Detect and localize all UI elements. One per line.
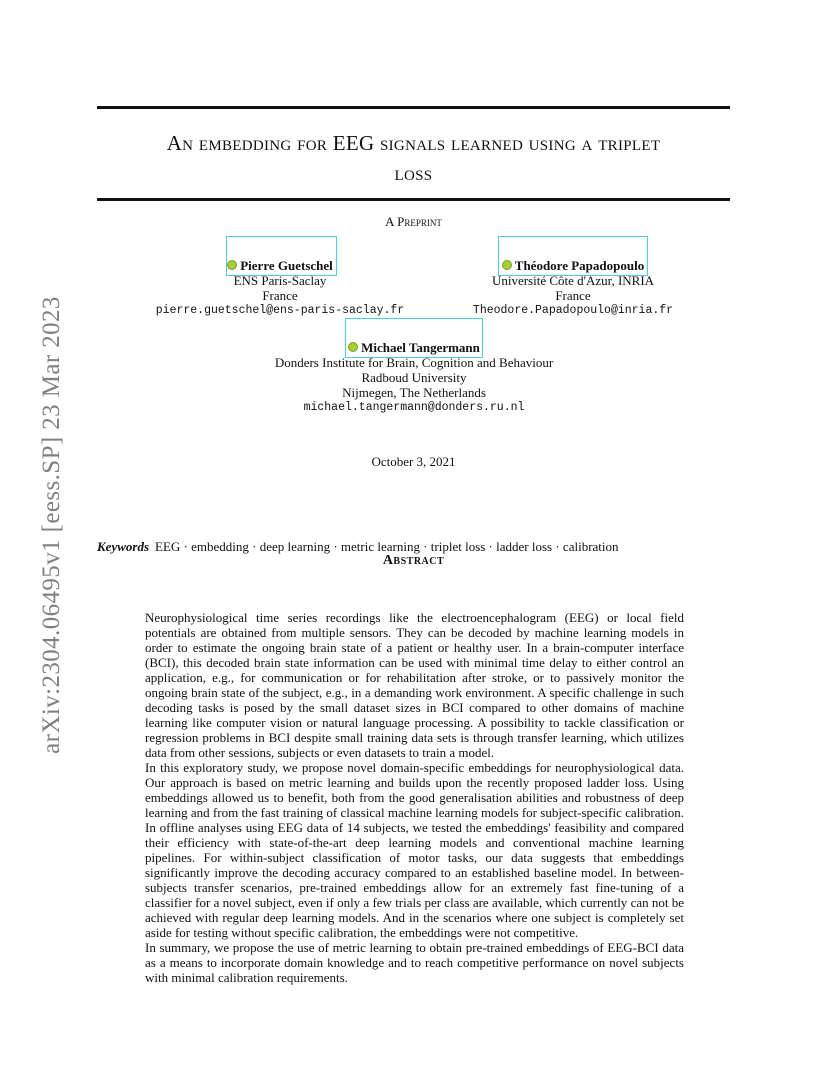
author-country: France	[555, 288, 591, 303]
paper-title	[97, 128, 730, 188]
orcid-icon[interactable]	[348, 342, 358, 352]
author-email[interactable]: pierre.guetschel@ens-paris-saclay.fr	[155, 304, 405, 317]
author-block-tangermann	[214, 340, 614, 415]
abstract-paragraph: Neurophysiological time series recordings like the electroencephalogram (EEG) or local field potentials are obtained from multiple sensors. They can be decoded by machine learning models in order to estimate the ongoing brain state of a patient or healthy user. In a brain-computer interface (BCI), this decoded brain state information can be used with minimal time delay to either control an application, e.g., for communication or for rehabilitation after stroke, or to passively monitor the ongoing brain state of the subject, e.g., in a demanding work environment. A specific challenge in such decoding tasks is posed by the small dataset sizes in BCI compared to other domains of machine learning like computer vision or natural language processing. A possibility to tackle classification or regression problems in BCI despite small training data sets is through transfer learning, which utilizes data from other sessions, subjects or even datasets to train a model.	[145, 610, 684, 760]
preprint-label: A Preprint	[385, 214, 442, 229]
orcid-icon[interactable]	[502, 260, 512, 270]
title-line-1: An embedding for EEG signals learned using a triplet	[166, 131, 661, 155]
paper-date: October 3, 2021	[371, 454, 456, 469]
abstract-body	[145, 610, 684, 985]
author-block-guetschel	[130, 258, 430, 318]
arxiv-side-stamp: arXiv:2304.06495v1 [eess.SP] 23 Mar 2023	[38, 296, 65, 754]
author-email[interactable]: michael.tangermann@donders.ru.nl	[303, 401, 525, 414]
author-name[interactable]: Pierre Guetschel	[240, 258, 333, 273]
abstract-heading: Abstract	[382, 553, 445, 568]
author-affiliation: Université Côte d'Azur, INRIA	[491, 273, 655, 288]
author-block-papadopoulo	[423, 258, 723, 318]
author-university: Radboud University	[361, 370, 467, 385]
abstract-paragraph: In this exploratory study, we propose novel domain-specific embeddings for neurophysiological data. Our approach is based on metric learning and builds upon the recently proposed ladder loss. Using embeddings allowed us to benefit, both from the good generalisation abilities and robustness of deep learning and from the fast training of classical machine learning models for subject-specific calibration. In offline analyses using EEG data of 14 subjects, we tested the embeddings' feasibility and compared their efficiency with state-of-the-art deep learning models and conventional machine learning pipelines. For within-subject classification of motor tasks, our data suggests that embeddings significantly improve the decoding accuracy compared to an established baseline model. In between-subjects transfer scenarios, pre-trained embeddings allow for an extremely fast fine-tuning of a classifier for a novel subject, even if only a few trials per class are available, which currently can not be achieved with regular deep learning models. And in the scenarios where one subject is completely set aside for testing without specific calibration, the embeddings were not competitive.	[145, 760, 684, 940]
author-country: France	[262, 288, 298, 303]
author-city: Nijmegen, The Netherlands	[342, 385, 486, 400]
abstract-paragraph: In summary, we propose the use of metric learning to obtain pre-trained embeddings of EEG-BCI data as a means to incorporate domain knowledge and to reach competitive performance on novel subjects with minimal calibration requirements.	[145, 940, 684, 985]
author-name[interactable]: Théodore Papadopoulo	[514, 258, 645, 273]
keywords-label: Keywords	[97, 539, 149, 554]
author-email[interactable]: Theodore.Papadopoulo@inria.fr	[472, 304, 674, 317]
author-affiliation: ENS Paris-Saclay	[233, 273, 327, 288]
author-affiliation: Donders Institute for Brain, Cognition and Behaviour	[274, 355, 554, 370]
keywords-list: EEG · embedding · deep learning · metric learning · triplet loss · ladder loss · calibration	[155, 539, 619, 554]
title-top-rule	[97, 106, 730, 109]
orcid-icon[interactable]	[227, 260, 237, 270]
title-line-2: loss	[394, 161, 433, 185]
author-name[interactable]: Michael Tangermann	[361, 340, 480, 355]
title-bottom-rule	[97, 198, 730, 201]
